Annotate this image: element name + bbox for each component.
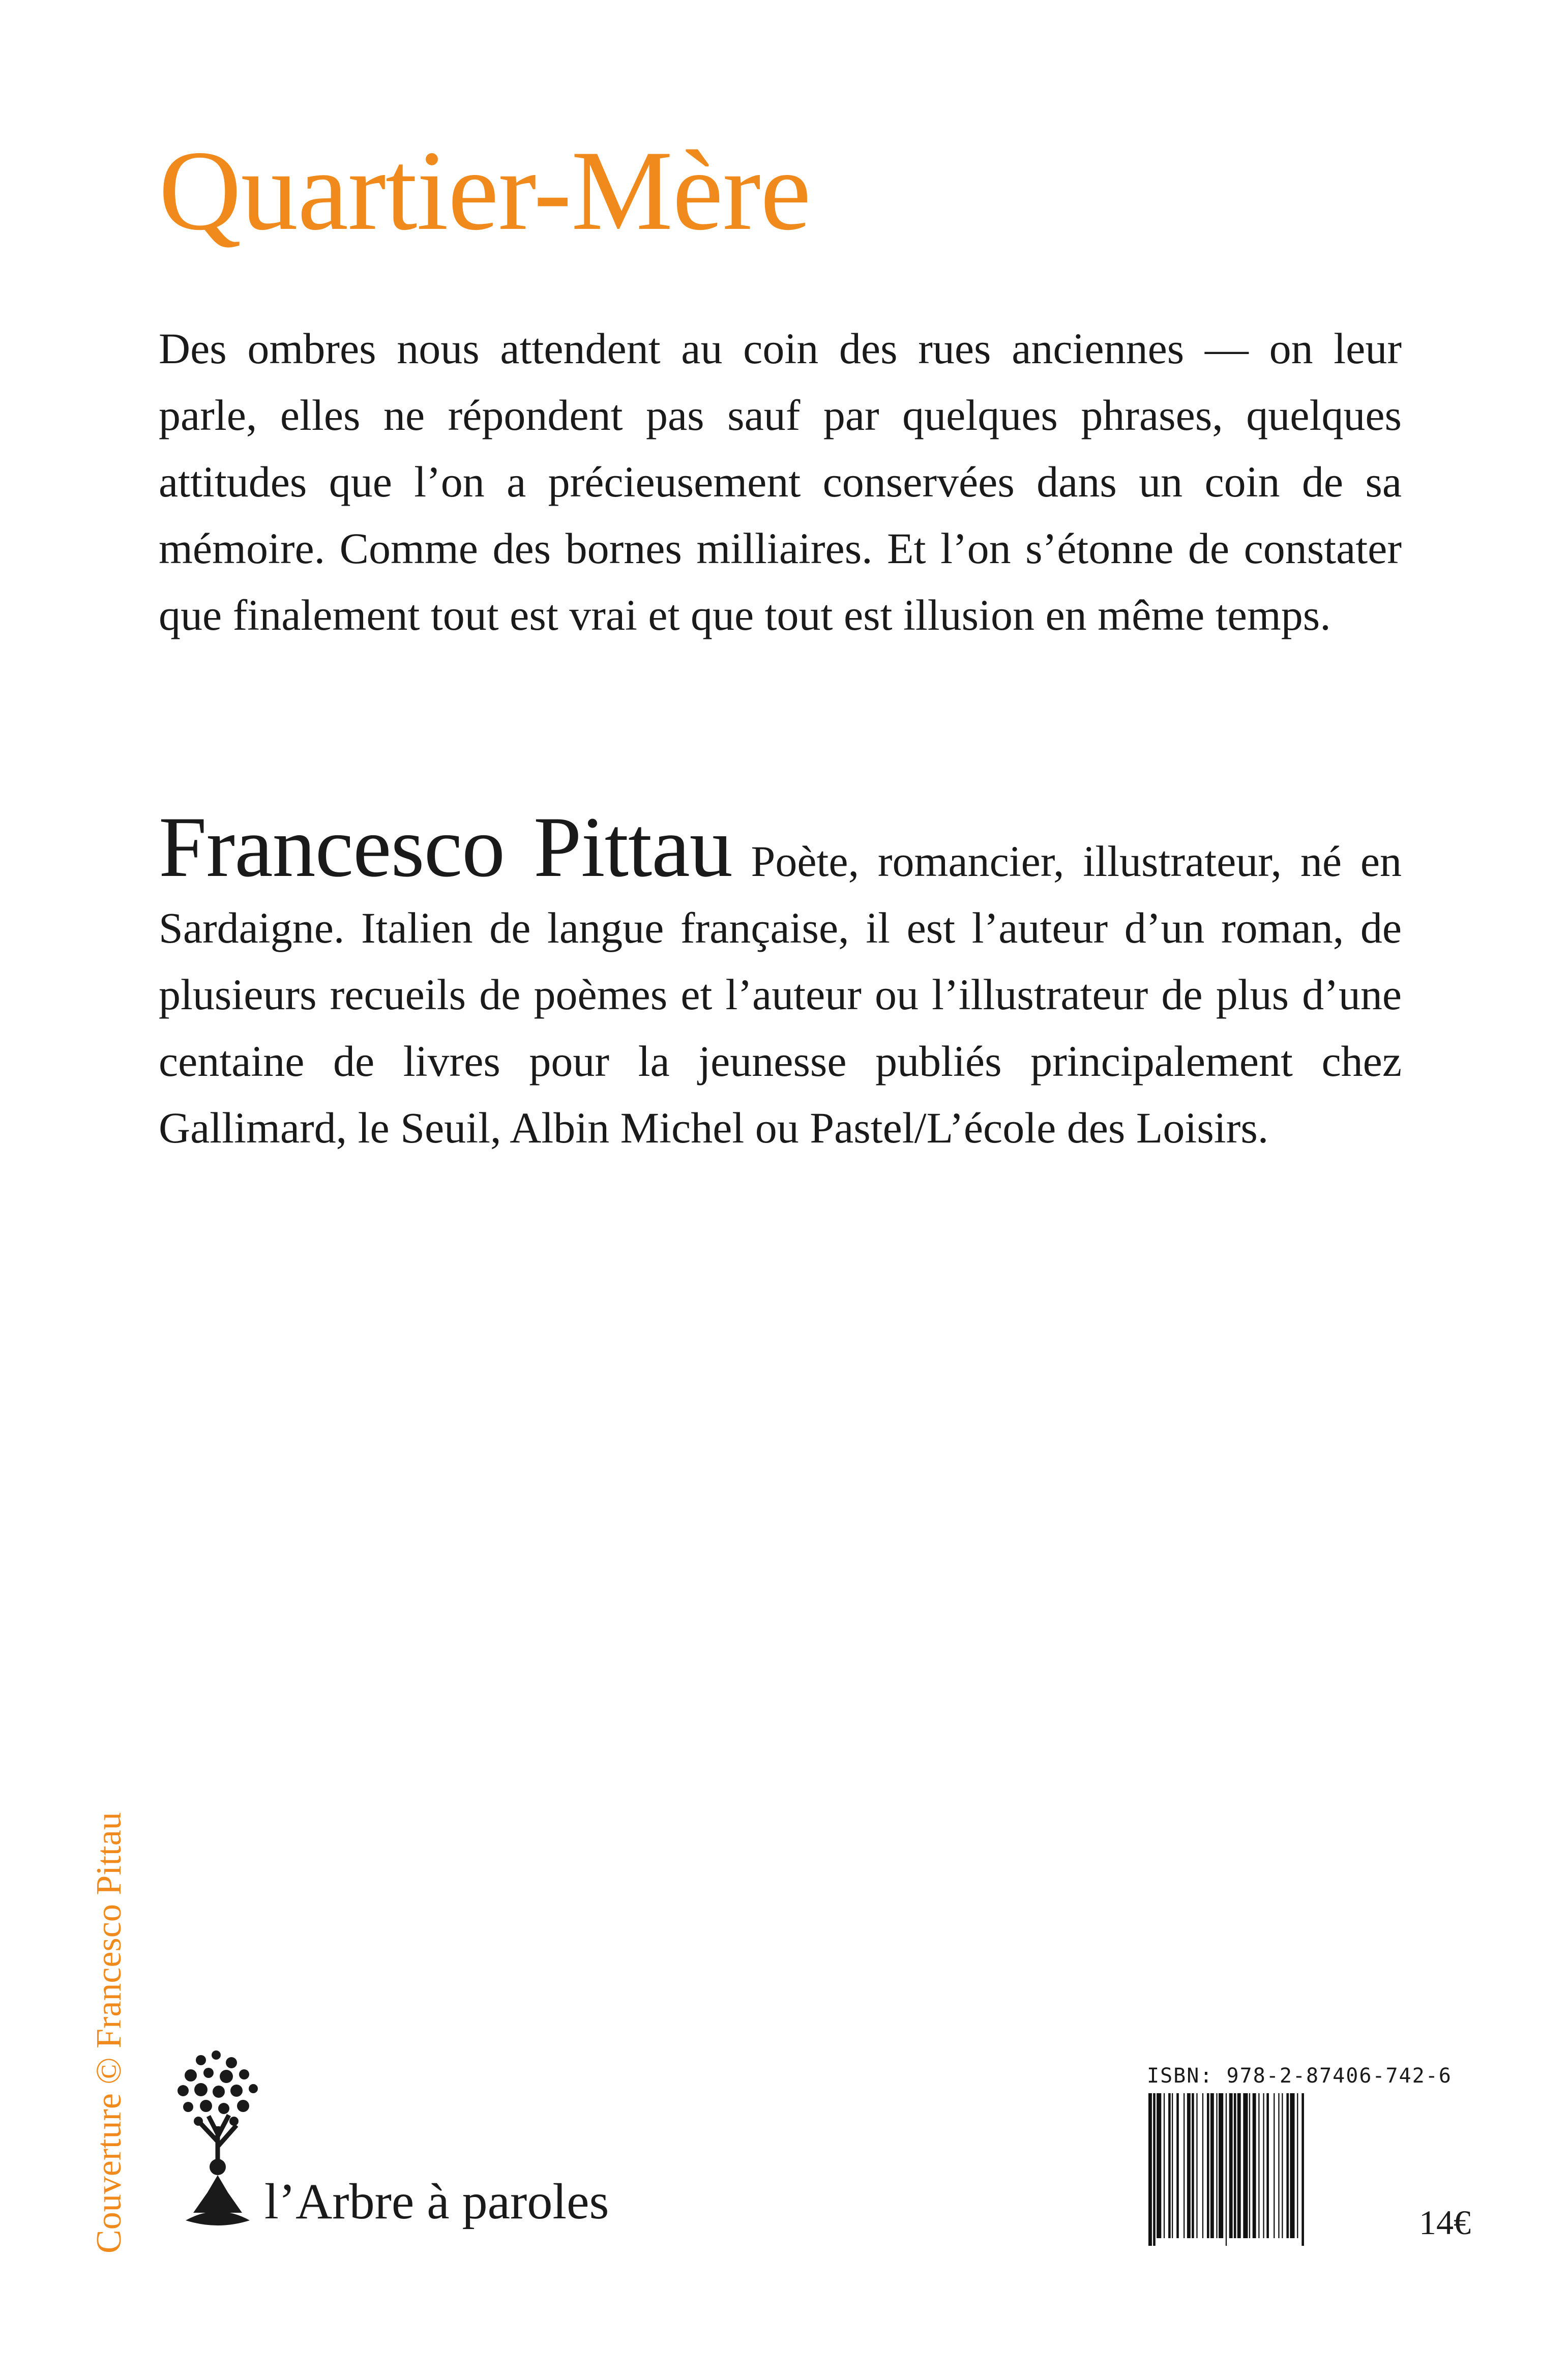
barcode <box>1145 2093 1400 2246</box>
barcode-bar <box>1249 2093 1250 2238</box>
author-section <box>159 799 1402 1161</box>
barcode-bar <box>1229 2093 1233 2238</box>
barcode-bar <box>1184 2093 1185 2238</box>
author-name: Francesco Pittau <box>159 799 732 895</box>
barcode-bar <box>1153 2093 1156 2246</box>
barcode-bar <box>1274 2093 1275 2238</box>
barcode-bar <box>1263 2093 1264 2238</box>
barcode-bar <box>1202 2093 1203 2238</box>
publisher-name: l’Arbre à paroles <box>264 2173 609 2230</box>
barcode-bar <box>1278 2093 1279 2238</box>
isbn-label: ISBN: 978-2-87406-742-6 <box>1147 2064 1452 2088</box>
barcode-bar <box>1172 2093 1173 2238</box>
barcode-bar <box>1301 2093 1304 2246</box>
barcode-bar <box>1253 2093 1256 2238</box>
barcode-bar <box>1164 2093 1165 2238</box>
barcode-bar <box>1210 2093 1214 2238</box>
barcode-bar <box>1282 2093 1283 2238</box>
barcode-bar <box>1286 2093 1289 2238</box>
barcode-bar <box>1196 2093 1197 2238</box>
price: 14€ <box>1419 2203 1471 2242</box>
barcode-bar <box>1290 2093 1294 2238</box>
cover-credit: Couverture © Francesco Pittau <box>90 1812 129 2253</box>
barcode-bar <box>1157 2093 1161 2238</box>
barcode-bar <box>1207 2093 1209 2238</box>
author-bio: Poète, romancier, illustrateur, né en Sardaigne. Italien de langue française, il est l’auteur d’un roman, de plusieurs recueils de poèmes et l’auteur ou l’illustrateur de plus d’une centaine de livres pour la jeunesse publiés principalement chez Gallimard, le Seuil, Albin Michel ou Pastel/L’école des Loisirs. <box>159 837 1402 1152</box>
barcode-bar <box>1234 2093 1236 2238</box>
barcode-bar <box>1258 2093 1259 2238</box>
barcode-bar <box>1243 2093 1248 2238</box>
barcode-bar <box>1148 2093 1152 2246</box>
barcode-bar <box>1297 2093 1298 2238</box>
barcode-bar <box>1168 2093 1171 2238</box>
book-blurb: Des ombres nous attendent au coin des rues anciennes — on leur parle, elles ne répondent pas sauf par quelques phrases, quelques attitudes que l’on a précieusement conservées dans un coin de sa mémoire. Comme des bornes milliaires. Et l’on s’étonne de constater que finalement tout est vrai et que tout est illusion en même temps. <box>159 324 1402 639</box>
barcode-bar <box>1192 2093 1194 2238</box>
barcode-bar <box>1266 2093 1269 2238</box>
book-title: Quartier-Mère <box>159 127 811 254</box>
barcode-bar <box>1176 2093 1179 2238</box>
barcode-bar <box>1219 2093 1223 2238</box>
barcode-bar <box>1226 2093 1227 2246</box>
barcode-bar <box>1187 2093 1191 2238</box>
barcode-bar <box>1237 2093 1241 2238</box>
barcode-bar <box>1216 2093 1217 2238</box>
